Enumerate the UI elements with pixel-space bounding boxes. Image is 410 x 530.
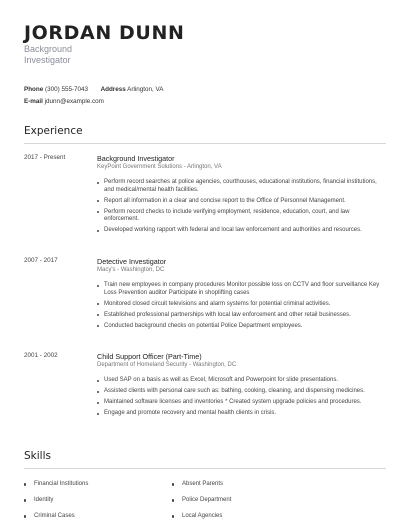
job-bullet: Engage and promote recovery and mental health clients in crisis. [97,410,382,418]
job-title: Detective Investigator [97,257,167,266]
skills-heading: Skills [24,450,51,462]
job-title: Background Investigator [97,154,175,163]
skill-item: Local Agencies [172,513,222,519]
contact-line-2 [24,98,104,105]
job-company: Department of Homeland Security - Washington, DC [97,362,237,368]
job-dates: 2007 - 2017 [24,257,58,264]
job-bullet: Conducted background checks on potential Police Department employees. [97,323,382,331]
job-bullet: Established professional partnerships with local law enforcement and other retail businesses. [97,312,382,320]
job-title: Child Support Officer (Part-Time) [97,352,202,361]
job-company: Macy's - Washington, DC [97,267,165,273]
contact-line-1 [24,86,163,93]
job-bullet: Perform record checks to include verifying employment, residence, education, court, and law enforcement. [97,209,382,224]
job-bullets [97,377,382,421]
job-bullet: Report all information in a clear and concise report to the Office of Personnel Management. [97,198,382,206]
email-label: E-mail [24,98,43,105]
job-dates: 2001 - 2002 [24,352,58,359]
title-line-2: Investigator [24,55,71,65]
skill-item: Police Department [172,497,231,503]
candidate-name: JORDAN DUNN [24,22,185,44]
phone-value: (300) 555-7043 [45,86,89,93]
skills-divider [24,468,386,469]
email-value[interactable]: jdunn@example.com [44,98,104,105]
title-line-1: Background [24,44,73,54]
job-bullet: Used SAP on a basis as well as Excel, Microsoft and Powerpoint for slide presentations. [97,377,382,385]
job-bullet: Assisted clients with personal care such as: bathing, cooking, cleaning, and dispensing medicines. [97,388,382,396]
job-bullet: Train new employees in company procedures Monitor possible loss on CCTV and floor surveillance Key Loss Prevention auditor Participate in shoplifting cases [97,282,382,297]
skill-item: Identity [24,497,53,503]
job-company: KeyPoint Government Solutions - Arlington, VA [97,164,222,170]
skill-item: Criminal Cases [24,513,75,519]
address-value: Arlington, VA [127,86,164,93]
job-bullet: Maintained software licenses and inventories * Created system upgrade policies and procedures. [97,399,382,407]
job-bullets [97,179,382,238]
address-label: Address [100,86,126,93]
skill-item: Financial Institutions [24,481,88,487]
job-bullet: Monitored closed circuit televisions and alarm systems for potential criminal activities. [97,301,382,309]
job-title-heading [24,44,114,66]
job-dates: 2017 - Present [24,154,66,161]
phone-label: Phone [24,86,44,93]
experience-heading: Experience [24,125,83,137]
skill-item: Absent Parents [172,481,223,487]
experience-divider [24,143,386,144]
job-bullet: Developed working rapport with federal and local law enforcement and authorities and resources. [97,227,382,235]
job-bullets [97,282,382,334]
job-bullet: Perform record searches at police agencies, courthouses, educational institutions, financial institutions, and medical/mental health facilities. [97,179,382,194]
